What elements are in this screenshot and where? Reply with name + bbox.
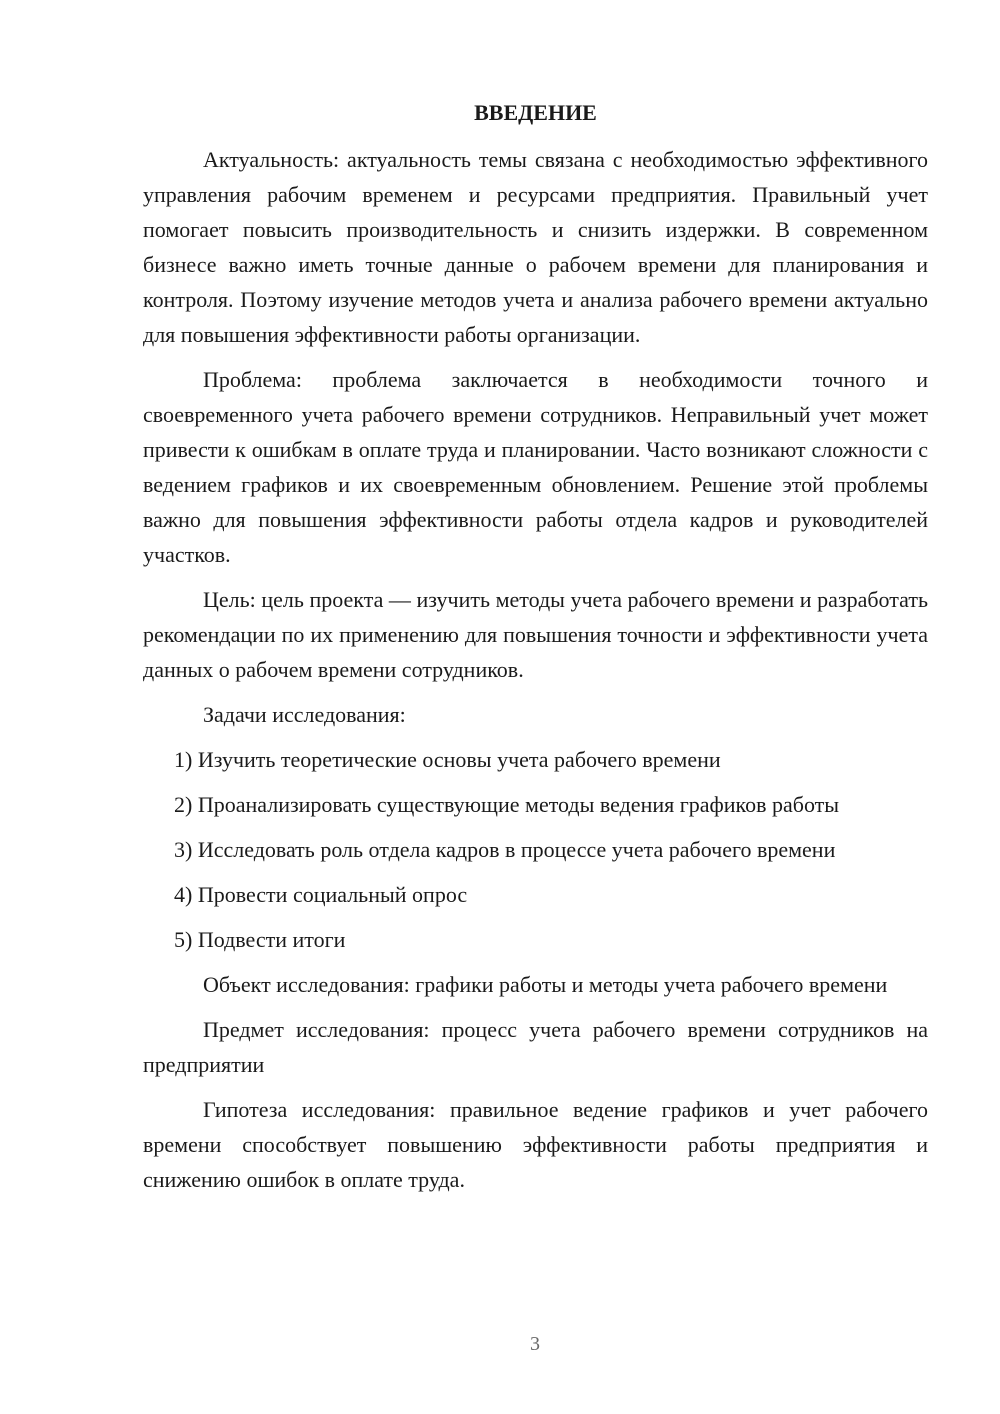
task-item-2: 2) Проанализировать существующие методы ведения графиков работы [174,792,840,817]
subject-paragraph: Предмет исследования: процесс учета рабочего времени сотрудников на предприятии [143,1017,928,1077]
page-title: ВВЕДЕНИЕ [474,100,597,125]
object-paragraph: Объект исследования: графики работы и методы учета рабочего времени [203,972,888,997]
task-item-5: 5) Подвести итоги [174,927,346,952]
tasks-heading: Задачи исследования: [203,702,406,727]
problem-paragraph: Проблема: проблема заключается в необходимости точного и своевременного учета рабочего времени сотрудников. Неправильный учет может привести к ошибкам в оплате труда и планировании. Часто возникают сложности с ведением графиков и их своевременным обновлением. Решение этой проблемы важно для повышения эффективности работы отдела кадров и руководителей участков. [143,367,928,567]
document-body [143,95,928,1207]
task-item-3: 3) Исследовать роль отдела кадров в процессе учета рабочего времени [174,837,836,862]
task-item-1: 1) Изучить теоретические основы учета рабочего времени [174,747,721,772]
relevance-paragraph: Актуальность: актуальность темы связана с необходимостью эффективного управления рабочим временем и ресурсами предприятия. Правильный учет помогает повысить производительность и снизить издержки. В современном бизнесе важно иметь точные данные о рабочем времени для планирования и контроля. Поэтому изучение методов учета и анализа рабочего времени актуально для повышения эффективности работы организации. [143,147,928,347]
hypothesis-paragraph: Гипотеза исследования: правильное ведение графиков и учет рабочего времени способствует повышению эффективности работы предприятия и снижению ошибок в оплате труда. [143,1097,928,1192]
goal-paragraph: Цель: цель проекта — изучить методы учета рабочего времени и разработать рекомендации по их применению для повышения точности и эффективности учета данных о рабочем времени сотрудников. [143,587,928,682]
task-item-4: 4) Провести социальный опрос [174,882,468,907]
page-number: 3 [530,1333,540,1355]
